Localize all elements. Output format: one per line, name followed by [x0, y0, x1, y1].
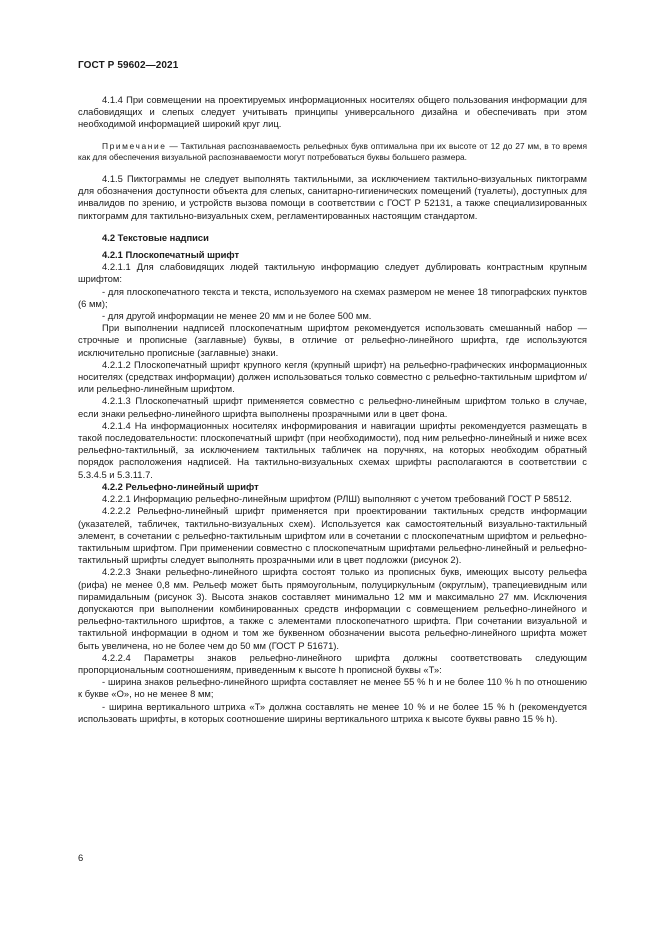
page-number: 6 — [78, 852, 84, 863]
list-item: - для плоскопечатного текста и текста, используемого на схемах размером не менее 18 типографских пунктов (6 мм); — [78, 285, 587, 309]
paragraph-4-1-4: 4.1.4 При совмещении на проектируемых информационных носителях общего пользования информации для слабовидящих и слепых следует учитывать принципы универсального дизайна и обеспечивать при этом необходимой информацией широкий круг лиц. — [78, 94, 587, 130]
list-item: - ширина знаков рельефно-линейного шрифта составляет не менее 55 % h и не более 110 % h по отношению к букве «О», но не менее 8 мм; — [78, 676, 587, 700]
section-heading-4-2-2: 4.2.2 Рельефно-линейный шрифт — [102, 480, 259, 492]
paragraph-4-2-2-3: 4.2.2.3 Знаки рельефно-линейного шрифта состоят только из прописных букв, имеющих высоту рельефа (рифа) не менее 0,8 мм. Рельеф может быть прямоугольным, полуциркульным (округлым), трапециевидным или пирамидальным (рисунок 3). Высота знаков составляет минимально 12 мм и максимально 27 мм. Исключения допускаются при выполнении комбинированных средств информации с совмещением рельефно-линейного и рельефно-тактильного шрифтов, а также с элементами плоскопечатного шрифта. При сочетании визуальной и тактильной информации в одном и том же буквенном обозначении высота рельефно-линейного шрифта может быть увеличена, но не более чем до 50 мм (ГОСТ Р 51671). — [78, 566, 587, 651]
note-paragraph — [78, 141, 587, 163]
list-item: - ширина вертикального штриха «Т» должна составлять не менее 10 % и не более 15 % h (рекомендуется использовать шрифты, в которых соотношение ширины вертикального штриха к высоте буквы равно 15 % h). — [78, 700, 587, 724]
paragraph-4-2-2-4: 4.2.2.4 Параметры знаков рельефно-линейного шрифта должны соответствовать следующим пропорциональным соотношениям, приведенным к высоте h прописной буквы «Т»: — [78, 651, 587, 675]
paragraph-4-2-2-2: 4.2.2.2 Рельефно-линейный шрифт применяется при проектировании тактильных средств информации (указателей, табличек, тактильно-визуальных схем). Используется как самостоятельный визуально-тактильный элемент, в сочетании с рельефно-тактильным шрифтом или в сочетании с плоскопечатным шрифтом и рельефно-тактильным шрифтом. При применении совместно с плоскопечатным шрифтами рельефно-линейный и рельефно-тактильный шрифты следует выполнять прозрачными или в цвет подложки (рисунок 2). — [78, 505, 587, 566]
section-heading-4-2: 4.2 Текстовые надписи — [102, 231, 209, 243]
standard-header: ГОСТ Р 59602—2021 — [78, 60, 179, 71]
paragraph-4-2-1-3: 4.2.1.3 Плоскопечатный шрифт применяется совместно с рельефно-линейным шрифтом только в случае, если знаки рельефно-линейного шрифта выполнены прозрачными или в цвет фона. — [78, 395, 587, 419]
paragraph-4-2-2-1: 4.2.2.1 Информацию рельефно-линейным шрифтом (РЛШ) выполняют с учетом требований ГОСТ Р 58512. — [102, 493, 572, 505]
note-label: Примечание — [102, 140, 167, 151]
paragraph-4-1-5: 4.1.5 Пиктограммы не следует выполнять тактильными, за исключением тактильно-визуальных пиктограмм для обозначения доступности объекта для слепых, санитарно-гигиенических помещений (туалеты), доступных для инвалидов по зрению, и устройств вызова помощи в соответствии с ГОСТ Р 52131, а также специализированных пиктограмм для тактильно-визуальных схем, регламентированных настоящим стандартом. — [78, 173, 587, 221]
paragraph-4-2-1-2: 4.2.1.2 Плоскопечатный шрифт крупного кегля (крупный шрифт) на рельефно-графических информационных носителях (средствах информации) должен использоваться только совместно с рельефно-тактильным шрифтом и/или рельефно-линейным шрифтом. — [78, 358, 587, 395]
paragraph-4-2-1-1-continued: При выполнении надписей плоскопечатным шрифтом рекомендуется использовать смешанный набор — строчные и прописные (заглавные) буквы, в отличие от рельефно-линейного шрифта, где используются исключительно прописные (заглавные) знаки. — [78, 322, 587, 358]
page-body — [78, 94, 587, 725]
note-text: — Тактильная распознаваемость рельефных букв оптимальна при их высоте от 12 до 27 мм, в то время как для обеспечения визуальной распознаваемости могут потребоваться буквы большего размера. — [78, 140, 587, 162]
section-heading-4-2-1: 4.2.1 Плоскопечатный шрифт — [102, 249, 240, 261]
paragraph-4-2-1-4: 4.2.1.4 На информационных носителях информирования и навигации шрифты рекомендуется размещать в такой последовательности: плоскопечатный шрифт (при необходимости), под ним рельефно-линейный и ниже всех рельефно-тактильный, за исключением тактильных табличек на поручнях, на которых необходим обратный порядок расположения надписей. На тактильно-визуальных схемах шрифты располагаются в соответствии с 5.3.4.5 и 5.3.11.7. — [78, 419, 587, 480]
list-item: - для другой информации не менее 20 мм и не более 500 мм. — [102, 310, 372, 322]
paragraph-4-2-1-1: 4.2.1.1 Для слабовидящих людей тактильную информацию следует дублировать контрастным крупным шрифтом: — [78, 261, 587, 285]
